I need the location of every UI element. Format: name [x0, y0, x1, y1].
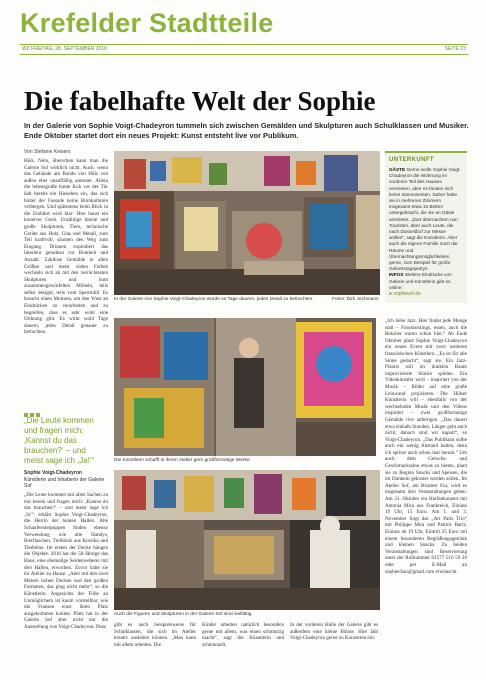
issue-bar [20, 44, 468, 55]
issue-date: WZ FREITAG, 28. SEPTEMBER 2018 [22, 46, 107, 52]
info-box-info: Weitere Eindrücke von Galerie und Künstlerin gibt es online: [389, 272, 452, 290]
quote-source [24, 470, 106, 490]
article-column-4 [290, 622, 378, 662]
info-box-lead: GÄSTE [389, 167, 406, 172]
photo-credit: Fotos: Dirk Jochmann [332, 297, 379, 302]
column-1b-text: „Die Leute kommen mit allen Sachen zu mir herein und fragen mich: ‚Kannst du das brauchen?‘ – und meist sage ich ‚Ja‘“, erklärt Sophie Voigt-Chadeyron, die Herrin der bunten Hallen. Alte Schaufensterpuppen finden ebenso Verwendung wie alte Handys, Bierflaschen, Treibholz aus Korsika und Tierbeine. Im ersten der Decke hängen die Objekte. 2016 hat die 58-Jährige das Haus, eine ehemalige Seidenweberei mit drei Hallen, erworben. Zuvor hatte sie ihr Atelier zu Hause. „Aber mit den zwei Metern hohen Decken und den großen Formaten, das ging nicht mehr“, so die Künstlerin. Angesichts der Fülle an Unmöglichem ist kaum vorstellbar, wie die Fransen einst ihren Platz ausgekommen konnte. Platz hat in der Galerie Sof aber nicht nur die Ausstellung von Voigt-Chadeyron. Platz [24, 492, 108, 630]
article-byline: Von Stefanie Keisers [24, 149, 71, 155]
column-4-text: In der vorderen Halle der Galerie gibt es außerdem eine kleine Bühne. Hier lädt Voigt-Chadeyron gerne zu Konzerten ein: [290, 622, 378, 642]
article-lead: In der Galerie von Sophie Voigt-Chadeyron tummeln sich zwischen Gemälden und Skulpturen auch Schulklassen und Musiker. Ende Oktober startet dort ein neues Projekt: Kunst entsteht live vor Publikum. [24, 121, 469, 140]
info-box-info-lead: INFOS [389, 272, 404, 278]
quote-role: Künstlerin und Inhaberin der Galerie Sof [24, 476, 105, 489]
website-link[interactable] [389, 291, 421, 297]
info-box-text [389, 167, 463, 291]
column-right-text: „Ich liebe Jazz. Hier findet jede Menge statt – Fotoshootings, essen, auch die Rotarier waren schon hier.“ Ab Ende Oktober plant Sophie Voigt-Chadeyron ein neues Event mit zwei weiteren französischen Künstlern. „Es ist für alle Sinne gedacht“, sagt sie. Ein Jazz-Pianist soll im dunklen Raum improvisierte Stücke spielen. Ein Videokünstler wird – inspiriert von der Musik – Bilder auf eine große Leinwand projizieren. Die Hülser Künstlerin will – ebenfalls von der wechselnden Musik und den Videos inspiriert – zwei großformatige Gemälde live anfertigen. „Das dauert etwa einhalb Stunden. Länger geht auch nicht, danach sind wir kaputt“, so Voigt-Chadeyron. „Das Publikum sollte auch ein wenig Abstand halten, denn ich spritze auch schon mal herum.“ Um auch dem Geruchs- und Geschmackssinn etwas zu bieten, plant sie zu Beginn Snacks und Speisen, die im Dunkeln gekostet werden sollen. Im Atelier Sof, am Brustert 61a, wird es insgesamt drei Veranstaltungen geben. Am 31. Oktober ein Harfenkonzert mit Antonia Mira aus Frankreich, Einlass 19 Uhr, 15 Euro. Am 1. und 3. November folgt das „Art Paris Trio“ mit Philippe Mira und Patrice Barry, Einlass ab 19 Uhr, Eintritt 25 Euro mit einem besonderen Begrüßungsgetränk und kleinen Snacks. Zu beiden Veranstaltungen sind Reservierung unter der Rufnummer 01577 516 59 20 oder per E-Mail an sophiechao@gmail.com erwünscht. [385, 318, 467, 575]
quote-name: Sophie Voigt-Chadeyron [24, 470, 82, 476]
article-column-right [385, 318, 467, 663]
quote-marker [24, 404, 106, 412]
article-column-1b [24, 492, 108, 672]
artist-photo [114, 318, 376, 456]
gallery-photo [114, 151, 380, 295]
photo-3-caption: Auch die Figuren und Skulpturen in der Galerie Sof sind vielfältig. [114, 612, 253, 617]
article-column-2 [114, 622, 196, 662]
photo-1-caption: In der Galerie von Sophie Voigt-Chadeyron würde es Tage dauern, jedes Detail zu betrachten. [114, 297, 314, 302]
info-box [385, 151, 467, 303]
info-box-body: Gerne wolle Sophie Voigt-Chadeyron die Wohnung im vorderen Teil des Hauses vermieten, aber es fanden sich keine Interessenten. Daher hatte sie in mehreren Zimmern insgesamt etwa 15 Betten untergebracht, die sie an Gäste vermietet. „Dort übernachten nun Touristen, aber auch Leute, die nach Düsseldorf zur Messe wollen“, sagt die Künstlerin. Aber auch die eigene Familie nutzt die Räume und Übernachtungsmöglichkeiten gerne, zum Beispiel für große Geburtstagspartys. [389, 167, 461, 272]
page-number: SEITE 23 [444, 46, 466, 52]
sculptures-photo [114, 470, 380, 610]
article-column-3 [202, 622, 284, 662]
pull-quote: „Die Leute kommen und fragen mich: ‚Kannst du das brauchen?‘ – und meist sage ich ‚Ja!‘“ [24, 416, 95, 465]
column-3-text: Kinder arbeiten natürlich besonders gerne mit allem, was einen schmutzig macht“, sagt die Künstlerin und schmunzelt. [202, 622, 284, 648]
column-1-text: Hüls. Nein, überschen kann man die Galerie Sof wirklich nicht. Auch, wenn das Gebäude am Rande von Hüls von außen eher unauffällig anmutet. Allein die lebensgroße bunte Kuh vor der Tür lädt bereits ein Hinsehen ein, das sich hinter der Fassade keine Bürokulturen verbergen. Und spätestens beim Blick in die Einfahrt wird klar: Hier haust ein kreativer Geist. Unzählige kleine und große Skulpturen, Tiere, technische Geräte aus Holz, Glas und Metall, zum Teil kraftvoll, säumen den Weg zum Eingang. Drinnen explodiert das Interieur geradezu vor Buntheit und Anzahl. Zahllose Gemälde in allen Größen und meist vielen Farben wechseln sich ab mit den verrücktesten Skulpturen und bunt zusammengewürfelten Möbeln, teils selbst designt, teils vom Sperrmüll. Es braucht einen Moment, um den Wust an Eindrücken zu verarbeiten und zu begreifen, dass es sehr wohl eine Ordnung gibt. Es wirkt wohl Tage dauern, jedes Detail genauer zu betrachten. [24, 158, 108, 336]
globe-icon: ● [389, 291, 393, 297]
website-url: sophieart.de [393, 291, 421, 297]
masthead-title: Krefelder Stadtteile [20, 8, 274, 38]
column-2-text: gibt es auch beispielsweise für Schulklassen, die sich im Atelier kreativ ausleben können. „Man kann mit allem arbeiten. Die [114, 622, 196, 648]
info-box-title: UNTERKUNFT [389, 157, 434, 163]
photo-2-caption: Die Künstlerin schafft in ihrem Atelier gern großformatige Werke. [114, 458, 251, 463]
article-column-1 [24, 158, 108, 398]
article-headline: Die fabelhafte Welt der Sophie [24, 86, 376, 116]
